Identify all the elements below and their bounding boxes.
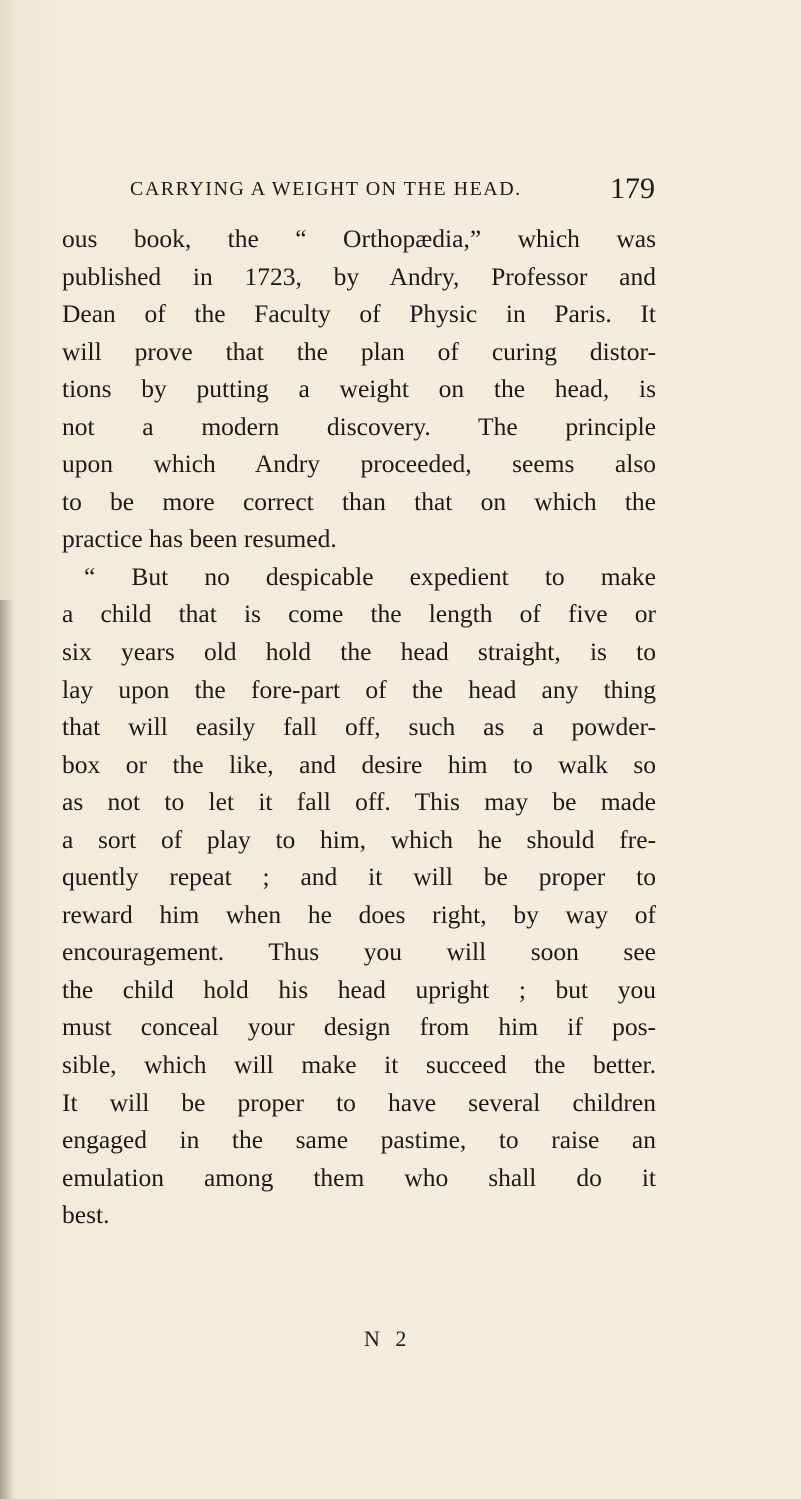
signature-mark: N 2 <box>364 1326 412 1351</box>
text-line: “ But no despicable expedient to make <box>84 561 656 591</box>
text-line: Dean of the Faculty of Physic in Paris. It <box>62 299 656 329</box>
text-line: engaged in the same pastime, to raise an <box>62 1125 656 1155</box>
text-line: the child hold his head upright ; but you <box>62 974 656 1004</box>
text-line: that will easily fall off, such as a powder- <box>62 712 656 742</box>
text-line: will prove that the plan of curing distor- <box>62 336 656 366</box>
text-line: practice has been resumed. <box>62 524 337 554</box>
text-line: six years old hold the head straight, is to <box>62 637 656 667</box>
text-line: box or the like, and desire him to walk so <box>62 749 656 779</box>
binding-gutter-shadow <box>0 600 14 1499</box>
running-head: CARRYING A WEIGHT ON THE HEAD. <box>130 178 522 200</box>
text-line: encouragement. Thus you will soon see <box>62 937 656 967</box>
text-line: to be more correct than that on which the <box>62 486 656 516</box>
text-line: not a modern discovery. The principle <box>62 411 656 441</box>
body-text <box>62 220 656 1234</box>
text-line: upon which Andry proceeded, seems also <box>62 449 656 479</box>
text-line: reward him when he does right, by way of <box>62 899 656 929</box>
text-line: sible, which will make it succeed the better. <box>62 1050 656 1080</box>
text-line: best. <box>62 1200 110 1230</box>
text-line: a sort of play to him, which he should fre- <box>62 824 656 854</box>
text-line: It will be proper to have several children <box>62 1087 656 1117</box>
text-line: ous book, the “ Orthopædia,” which was <box>62 224 656 253</box>
text-line: emulation among them who shall do it <box>62 1162 656 1192</box>
text-line: tions by putting a weight on the head, is <box>62 374 656 404</box>
text-line: as not to let it fall off. This may be made <box>62 787 656 817</box>
text-line: quently repeat ; and it will be proper to <box>62 862 656 892</box>
text-line: must conceal your design from him if pos- <box>62 1012 656 1042</box>
page-header <box>130 172 655 206</box>
text-line: lay upon the fore-part of the head any thing <box>62 674 656 704</box>
text-line: a child that is come the length of five or <box>62 599 656 629</box>
page-number: 179 <box>610 172 655 205</box>
text-line: published in 1723, by Andry, Professor and <box>62 261 656 291</box>
